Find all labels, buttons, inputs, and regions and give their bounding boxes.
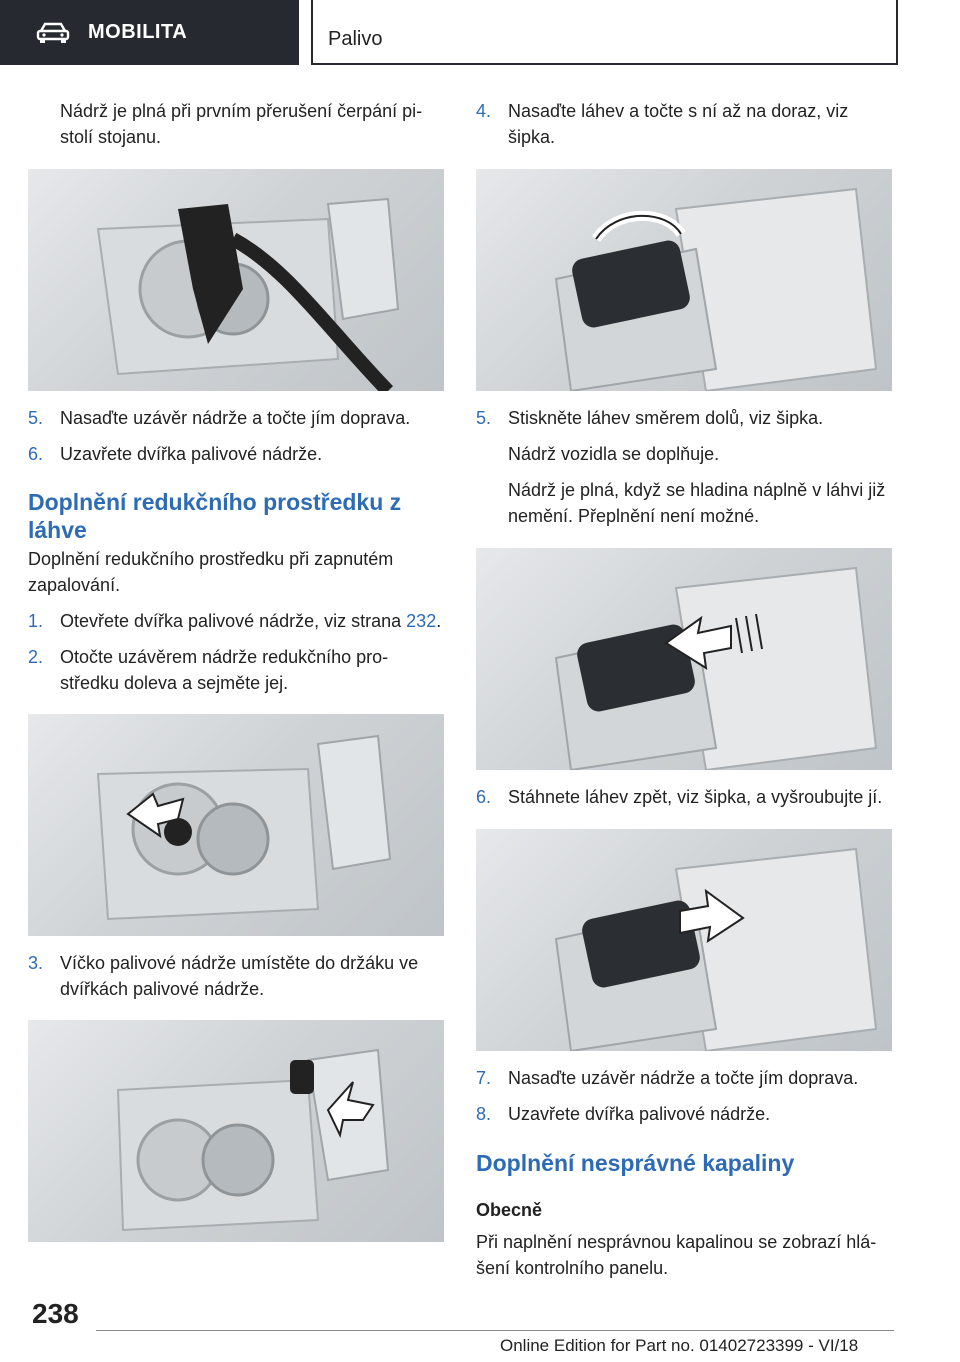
step-2-remove-cap: 2. Otočte uzávěrem nádrže redukčního pro-středku doleva a sejměte jej. (28, 647, 389, 693)
subheading-general: Obecně (476, 1200, 543, 1220)
left-column (28, 98, 444, 1242)
page-number: 238 (32, 1298, 79, 1329)
step-7-close-cap: 7. Nasaďte uzávěr nádrže a točte jím doprava. (476, 1068, 859, 1088)
remove-bottle-illustration (476, 829, 892, 1051)
fuel-nozzle-illustration (28, 169, 444, 391)
remove-cap-illustration (28, 714, 444, 936)
step-4-attach-bottle: 4. Nasaďte láhev a točte s ní až na doraz, viz šipka. (476, 101, 849, 147)
section-heading-wrong-fluid: Doplnění nesprávné kapaliny (476, 1150, 795, 1176)
press-bottle-illustration (476, 548, 892, 770)
step-8-close-flap: 8. Uzavřete dvířka palivové nádrže. (476, 1104, 771, 1124)
chapter-tab (311, 0, 898, 65)
step-5-press-bottle: 5. Stiskněte láhev směrem dolů, viz šipka. (476, 408, 824, 428)
attach-bottle-illustration (476, 169, 892, 391)
section-tab (0, 0, 299, 65)
footer-divider (96, 1330, 894, 1331)
step-6-close-flap: 6. Uzavřete dvířka palivové nádrže. (28, 444, 323, 464)
step-5-note-full: Nádrž je plná, když se hladina náplně v láhvi již nemění. Přeplnění není možné. (508, 480, 886, 526)
car-icon (36, 22, 70, 44)
section-heading-refill: Doplnění redukčního prostředku z láhve (28, 489, 402, 543)
cap-holder-illustration (28, 1020, 444, 1242)
section-title: MOBILITA (88, 21, 188, 43)
step-1-open-flap: 1. Otevřete dvířka palivové nádrže, viz strana 232. (28, 611, 442, 631)
step-5-close-cap: 5. Nasaďte uzávěr nádrže a točte jím doprava. (28, 408, 411, 428)
chapter-title: Palivo (328, 28, 383, 50)
step-6-remove-bottle: 6. Stáhnete láhev zpět, viz šipka, a vyšroubujte jí. (476, 787, 883, 807)
footer-edition: Online Edition for Part no. 01402723399 - VI/18 (500, 1336, 859, 1355)
step-3-store-cap: 3. Víčko palivové nádrže umístěte do držáku ve dvířkách palivové nádrže. (28, 953, 419, 999)
wrong-fluid-text: Při naplnění nesprávnou kapalinou se zobrazí hlá-šení kontrolního panelu. (476, 1232, 877, 1278)
refill-intro: Doplnění redukčního prostředku při zapnutém zapalování. (28, 549, 394, 595)
page-header (0, 0, 960, 66)
intro-text: Nádrž je plná při prvním přerušení čerpání pi-stolí stojanu. (60, 101, 423, 147)
right-column (476, 98, 892, 1281)
page-link[interactable]: 232 (406, 611, 437, 631)
step-5-note-filling: Nádrž vozidla se doplňuje. (508, 444, 720, 464)
